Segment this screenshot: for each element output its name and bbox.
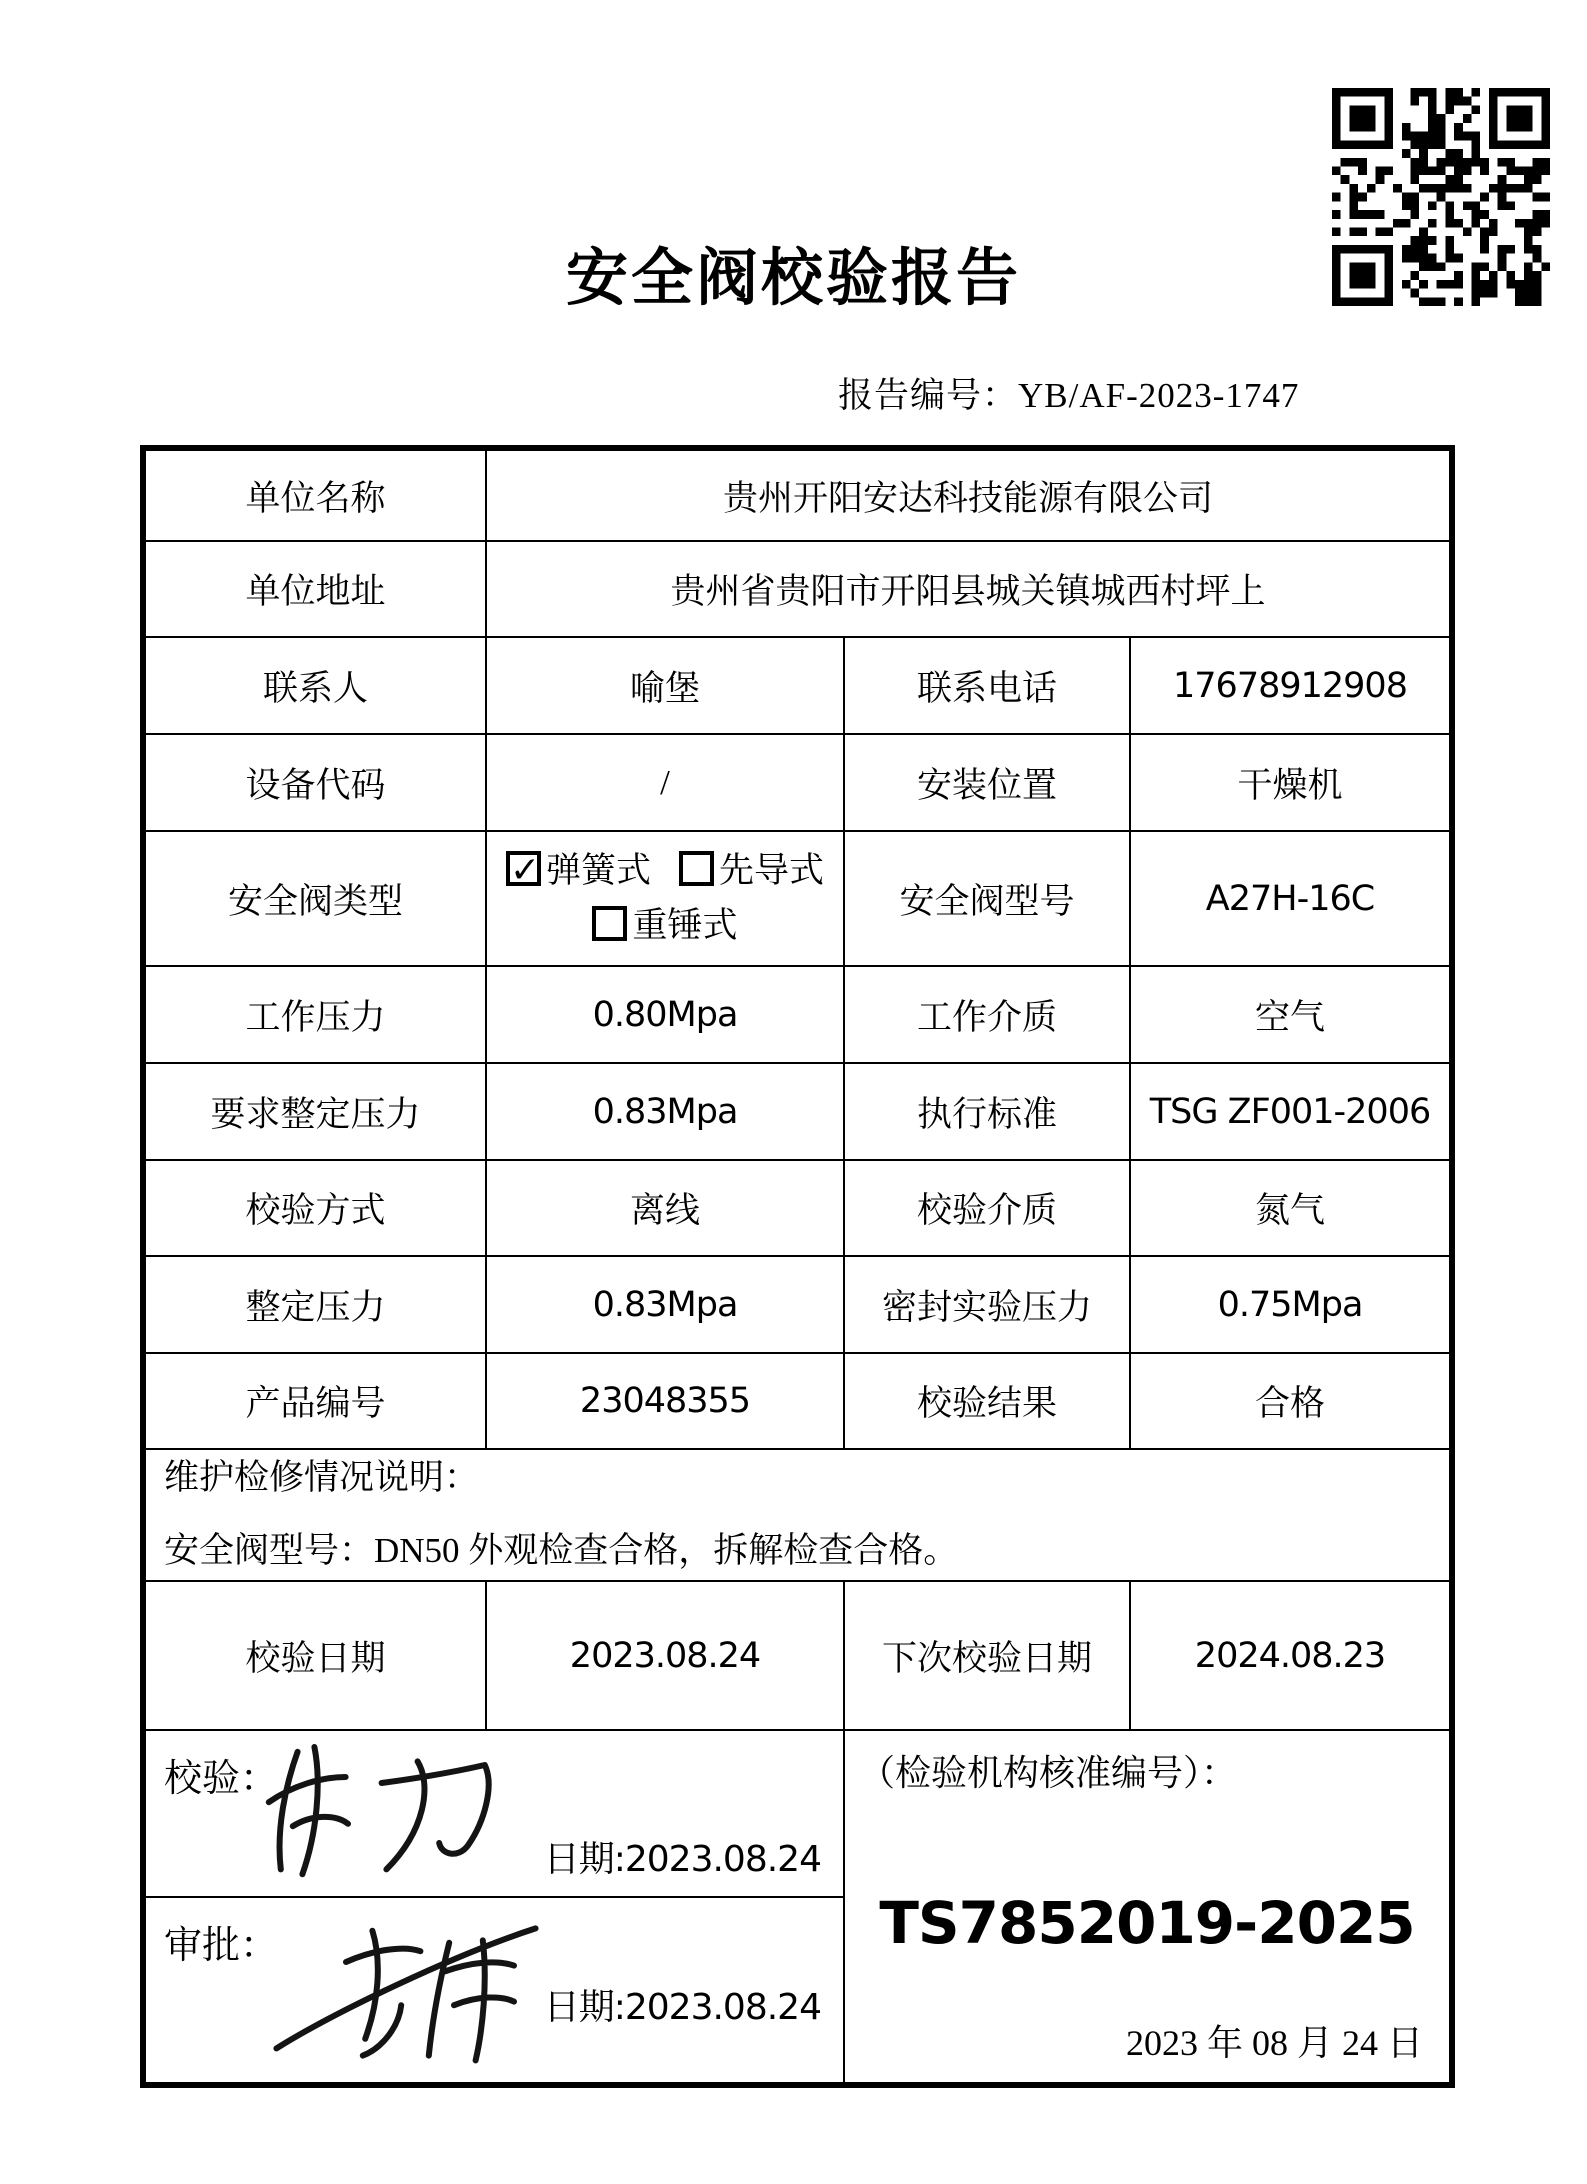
required-set-pressure-label: 要求整定压力 [143,1063,486,1160]
option-spring-label: 弹簧式 [545,851,651,891]
table-row [143,1730,1452,1897]
table-row [143,637,1452,734]
cal-medium-label: 校验介质 [844,1160,1130,1256]
maintenance-cell [143,1449,1452,1581]
table-row [143,541,1452,637]
standard-label: 执行标准 [844,1063,1130,1160]
maintenance-note: 安全阀型号：DN50 外观检查合格，拆解检查合格。 [164,1531,959,1570]
phone-label: 联系电话 [844,637,1130,734]
option-pilot-label: 先导式 [719,851,825,891]
set-pressure-value: 0.83Mpa [486,1256,844,1353]
checkbox-pilot [679,851,714,886]
phone-value: 17678912908 [1130,637,1452,734]
approver-signature [256,1914,556,2082]
maintenance-title: 维护检修情况说明： [164,1458,480,1497]
unit-address-label: 单位地址 [143,541,486,637]
valve-type-options-line2 [487,899,843,953]
table-row [143,1063,1452,1160]
checkbox-spring [506,850,541,892]
table-row [143,1449,1452,1581]
org-issue-date: 2023 年 08 月 24 日 [1125,2023,1423,2063]
unit-address-value: 贵州省贵阳市开阳县城关镇城西村坪上 [486,541,1452,637]
contact-label: 联系人 [143,637,486,734]
unit-name-label: 单位名称 [143,448,486,541]
seal-test-pressure-label: 密封实验压力 [844,1256,1130,1353]
verifier-label: 校验： [164,1758,279,1800]
report-number: 报告编号：YB/AF-2023-1747 [838,376,1300,415]
valve-type-label: 安全阀类型 [143,831,486,966]
valve-model-value: A27H-16C [1130,831,1452,966]
org-code-label: （检验机构核准编号）： [859,1753,1238,1793]
result-value: 合格 [1130,1353,1452,1449]
contact-value: 喻堡 [486,637,844,734]
page-title: 安全阀校验报告 [565,245,1021,313]
install-position-label: 安装位置 [844,734,1130,831]
set-pressure-label: 整定压力 [143,1256,486,1353]
table-row [143,1581,1452,1730]
cal-medium-value: 氮气 [1130,1160,1452,1256]
valve-type-options-line1 [487,844,843,898]
table-row [143,1353,1452,1449]
work-medium-label: 工作介质 [844,966,1130,1063]
valve-model-label: 安全阀型号 [844,831,1130,966]
valve-type-options [486,831,844,966]
device-code-label: 设备代码 [143,734,486,831]
device-code-value: / [486,734,844,831]
table-row [143,831,1452,966]
cal-method-label: 校验方式 [143,1160,486,1256]
required-set-pressure-value: 0.83Mpa [486,1063,844,1160]
work-pressure-value: 0.80Mpa [486,966,844,1063]
standard-value: TSG ZF001-2006 [1130,1063,1452,1160]
product-no-value: 23048355 [486,1353,844,1449]
cal-date-label: 校验日期 [143,1581,486,1730]
table-row [143,734,1452,831]
result-label: 校验结果 [844,1353,1130,1449]
approver-label: 审批： [164,1925,279,1967]
install-position-value: 干燥机 [1130,734,1452,831]
work-medium-value: 空气 [1130,966,1452,1063]
option-weight-label: 重锤式 [632,905,738,945]
approver-cell [143,1897,844,2085]
next-cal-date-value: 2024.08.23 [1130,1581,1452,1730]
table-row [143,1160,1452,1256]
verifier-signature [246,1735,546,1891]
next-cal-date-label: 下次校验日期 [844,1581,1130,1730]
approver-date: 日期:2023.08.24 [543,1987,821,2028]
cal-date-value: 2023.08.24 [486,1581,844,1730]
unit-name-value: 贵州开阳安达科技能源有限公司 [486,448,1452,541]
report-table [140,445,1455,2088]
verifier-cell [143,1730,844,1897]
table-row [143,448,1452,541]
checkbox-weight [592,906,627,941]
cal-method-value: 离线 [486,1160,844,1256]
org-cell [844,1730,1452,2085]
check-mark: ✓ [509,850,541,892]
work-pressure-label: 工作压力 [143,966,486,1063]
table-row [143,1256,1452,1353]
verifier-date: 日期:2023.08.24 [543,1839,821,1880]
seal-test-pressure-value: 0.75Mpa [1130,1256,1452,1353]
product-no-label: 产品编号 [143,1353,486,1449]
table-row [143,966,1452,1063]
org-code-value: TS7852019-2025 [879,1889,1415,1957]
